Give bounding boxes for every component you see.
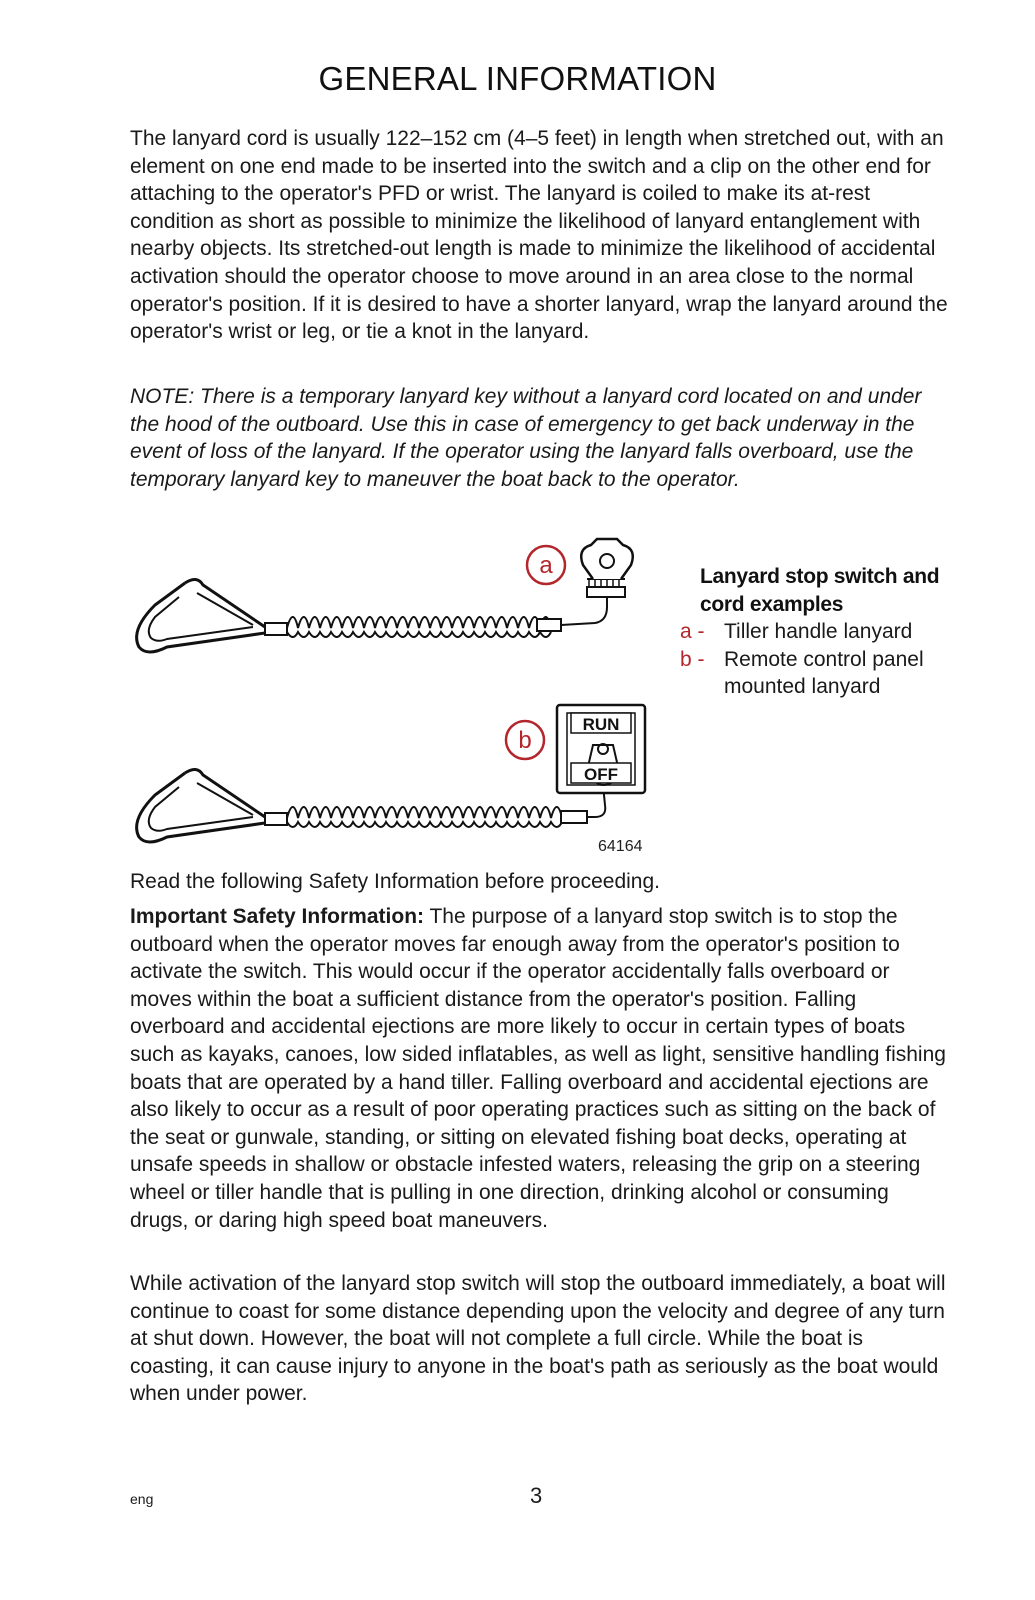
switch-run-label: RUN — [582, 715, 620, 734]
figure-caption — [680, 563, 980, 701]
coasting-paragraph: While activation of the lanyard stop switch will stop the outboard immediately, a boat will continue to coast for some distance depending upon the velocity and degree of any turn at shut down. However, the boat will not complete a full circle. While the boat is coasting, it can cause injury to anyone in the boat's path as seriously as the boat would when under power. — [130, 1272, 946, 1406]
footer-language: eng — [130, 1491, 154, 1507]
panel-lanyard-drawing — [137, 705, 645, 842]
page-number: 3 — [530, 1483, 543, 1508]
safety-text: The purpose of a lanyard stop switch is to stop the outboard when the operator moves far enough away from the operator's position to activate the switch. This would occur if the operator accidentally falls overboard or moves within the boat a sufficient distance from the operator's position. Falling overboard and accidental ejections are more likely to occur in certain types of boats such as kayaks, canoes, low sided inflatables, as well as light, sensitive handling fishing boats that are operated by a hand tiller. Falling overboard and accidental ejections are also likely to occur as a result of poor operating practices such as sitting on the back of the seat or gunwale, standing, or sitting on elevated fishing boat decks, operating at unsafe speeds in shallow or obstacle infested waters, releasing the grip on a steering wheel or tiller handle that is pulling in one direction, drinking alcohol or consuming drugs, or daring high speed boat maneuvers. — [130, 905, 946, 1232]
caption-text-a: Tiller handle lanyard — [724, 620, 913, 644]
caption-text-b: Remote control panel mounted lanyard — [724, 647, 924, 699]
read-safety-line: Read the following Safety Information before proceeding. — [130, 870, 660, 893]
safety-paragraph — [130, 903, 950, 1234]
note-label: NOTE: — [130, 385, 195, 408]
note-paragraph — [130, 383, 950, 493]
figure-id: 64164 — [598, 838, 643, 855]
lanyard-illustration — [125, 535, 655, 865]
callout-b-label: b — [518, 727, 532, 754]
caption-item-b — [680, 646, 980, 701]
caption-title: Lanyard stop switch and cord examples — [700, 565, 940, 616]
page-title: GENERAL INFORMATION — [318, 60, 717, 97]
lanyard-description-paragraph: The lanyard cord is usually 122–152 cm (4–5 feet) in length when stretched out, with an element on one end made to be inserted into the switch and a clip on the other end for attaching to the operator's PFD or wrist. The lanyard is coiled to make its at-rest condition as short as possible to minimize the likelihood of lanyard entanglement with nearby objects. Its stretched-out length is made to minimize the likelihood of accidental activation should the operator choose to move around in an area close to the normal operator's position. If it is desired to have a shorter lanyard, wrap the lanyard around the operator's wrist or leg, or tie a knot in the lanyard. — [130, 127, 948, 344]
callout-a-label: a — [539, 552, 553, 579]
note-text: There is a temporary lanyard key without a lanyard cord located on and under the hood of the outboard. Use this in case of emergency to get back underway in the event of loss of the lanyard. If the operator using the lanyard falls overboard, use the temporary lanyard key to maneuver the boat back to the operator. — [130, 385, 922, 491]
safety-label: Important Safety Information: — [130, 905, 425, 928]
callout-b — [506, 721, 544, 759]
callout-a — [527, 546, 565, 584]
caption-key-b: b - — [680, 647, 705, 671]
switch-off-label: OFF — [584, 765, 618, 784]
caption-item-a — [680, 618, 980, 646]
caption-key-a: a - — [680, 620, 705, 644]
